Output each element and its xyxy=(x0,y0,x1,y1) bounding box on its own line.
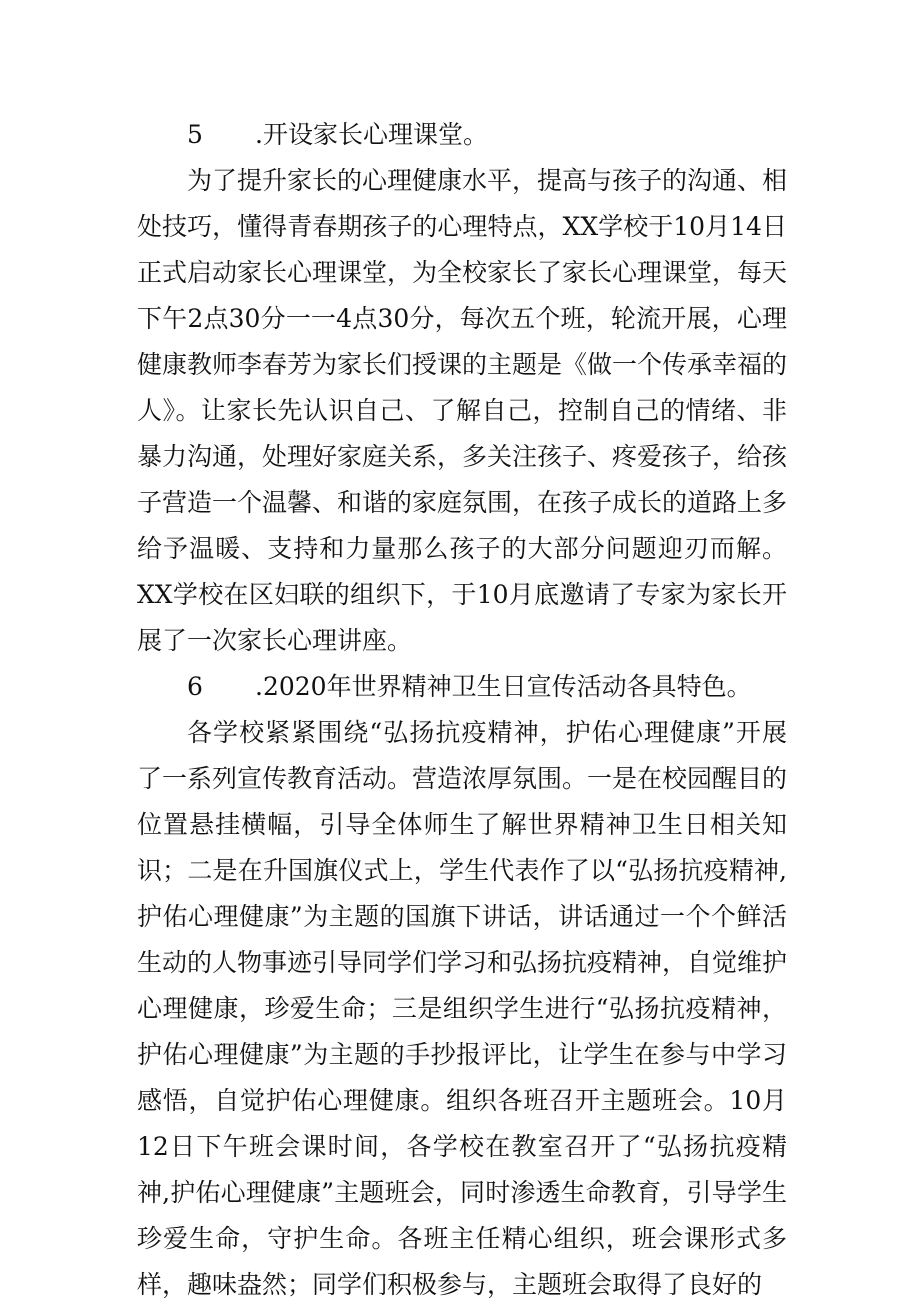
document-body xyxy=(137,112,787,1308)
section-6-title: .2020年世界精神卫生日宣传活动各具特色。 xyxy=(255,672,752,701)
section-5-paragraph: 为了提升家长的心理健康水平，提高与孩子的沟通、相处技巧，懂得青春期孩子的心理特点，XX学校于10月14日正式启动家长心理课堂，为全校家长了家长心理课堂，每天下午2点30分一一4点30分，每次五个班，轮流开展，心理健康教师李春芳为家长们授课的主题是《做一个传承幸福的人》。让家长先认识自己、了解自己，控制自己的情绪、非暴力沟通，处理好家庭关系，多关注孩子、疼爱孩子，给孩子营造一个温馨、和谐的家庭氛围，在孩子成长的道路上多给予温暖、支持和力量那么孩子的大部分问题迎刃而解。XX学校在区妇联的组织下，于10月底邀请了专家为家长开展了一次家长心理讲座。 xyxy=(137,166,788,655)
section-6-heading xyxy=(137,664,787,710)
section-5-number: 5 xyxy=(187,120,203,149)
section-5-heading xyxy=(137,112,787,158)
section-5-title: .开设家长心理课堂。 xyxy=(255,120,488,149)
section-6-number: 6 xyxy=(187,672,203,701)
section-6-paragraph: 各学校紧紧围绕“弘扬抗疫精神，护佑心理健康”开展了一系列宣传教育活动。营造浓厚氛围。一是在校园醒目的位置悬挂横幅，引导全体师生了解世界精神卫生日相关知识；二是在升国旗仪式上，学生代表作了以“弘扬抗疫精神,护佑心理健康”为主题的国旗下讲话，讲话通过一个个鲜活生动的人物事迹引导同学们学习和弘扬抗疫精神，自觉维护心理健康，珍爱生命；三是组织学生进行“弘扬抗疫精神，护佑心理健康”为主题的手抄报评比，让学生在参与中学习感悟，自觉护佑心理健康。组织各班召开主题班会。10月12日下午班会课时间，各学校在教室召开了“弘扬抗疫精神,护佑心理健康”主题班会，同时渗透生命教育，引导学生珍爱生命，守护生命。各班主任精心组织，班会课形式多样，趣味盎然；同学们积极参与，主题班会取得了良好的 xyxy=(137,718,788,1299)
